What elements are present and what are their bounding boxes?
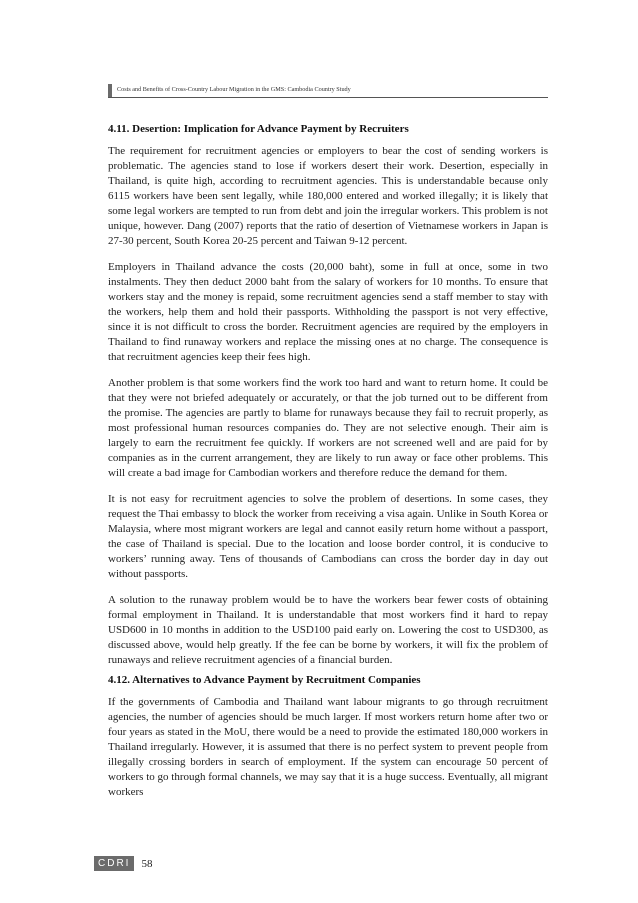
- paragraph: Employers in Thailand advance the costs (20,000 baht), some in full at once, some in two instalments. They then deduct 2000 baht from the salary of workers for 10 months. To ensure that workers stay and the money is repaid, some recruitment agencies send a staff member to stay with the workers, help them and hold their passports. Withholding the passport is not very effective, since it is not difficult to cross the border. Recruitment agencies are required by the employers in Thailand to find runaway workers and replace the missing ones at no charge. The consequence is that recruitment agencies keep their fees high.: [108, 261, 548, 363]
- paragraph: Another problem is that some workers find the work too hard and want to return home. It could be that they were not briefed adequately or accurately, or that the job turned out to be different from the promise. The agencies are partly to blame for runaways because they fail to recruit properly, as most professional human resources companies do. They are not selective enough. Their aim is largely to earn the recruitment fee quickly. If workers are not screened well and are paid for by companies as in the current arrangement, they are likely to run away or face other problems. This will create a bad image for Cambodian workers and therefore reduce the demand for them.: [108, 377, 548, 479]
- running-header: [108, 84, 548, 98]
- cdri-logo: CDRI: [94, 856, 134, 871]
- header-accent-bar: [108, 84, 112, 97]
- paragraph: It is not easy for recruitment agencies to solve the problem of desertions. In some cases, they request the Thai embassy to block the worker from receiving a visa again. Unlike in South Korea or Malaysia, where most migrant workers are legal and cannot easily return home without a passport, the case of Thailand is special. Due to the location and loose border control, it is conducive to workers’ running away. Tens of thousands of Cambodians can cross the border day in day out without passports.: [108, 493, 548, 580]
- running-title: Costs and Benefits of Cross-Country Labour Migration in the GMS: Cambodia Country Study: [117, 86, 351, 93]
- page-footer: [94, 856, 152, 871]
- paragraph: If the governments of Cambodia and Thailand want labour migrants to go through recruitment agencies, the number of agencies should be much larger. If most workers return home after two or four years as stated in the MoU, there would be a need to provide the estimated 180,000 workers in Thailand irregularly. However, it is assumed that there is no perfect system to prevent people from illegally crossing borders in search of employment. If the system can encourage 50 percent of workers to go through formal channels, we may say that it is a huge success. Eventually, all migrant workers: [108, 696, 548, 798]
- paragraph: A solution to the runaway problem would be to have the workers bear fewer costs of obtaining formal employment in Thailand. It is understandable that most workers find it hard to repay USD600 in 10 months in addition to the USD100 paid early on. Lowering the cost to USD300, as discussed above, would help greatly. If the fee can be borne by workers, it will fix the problem of runaways and relieve recruitment agencies of a financial burden.: [108, 594, 548, 666]
- paragraph: The requirement for recruitment agencies or employers to bear the cost of sending workers is problematic. The agencies stand to lose if workers desert their work. Desertion, especially in Thailand, is quite high, according to recruitment agencies. This is understandable because only 6115 workers have been sent legally, while 180,000 entered and worked illegally; it is likely that some legal workers are tempted to run from debt and join the irregular workers. This problem is not unique, however. Dang (2007) reports that the ratio of desertion of Vietnamese workers in Japan is 27-30 percent, South Korea 20-25 percent and Taiwan 9-12 percent.: [108, 145, 548, 247]
- section-heading-4-12: 4.12. Alternatives to Advance Payment by Recruitment Companies: [108, 674, 421, 686]
- section-heading-4-11: 4.11. Desertion: Implication for Advance Payment by Recruiters: [108, 123, 409, 135]
- page-number: 58: [141, 857, 153, 870]
- page-content: [108, 122, 548, 811]
